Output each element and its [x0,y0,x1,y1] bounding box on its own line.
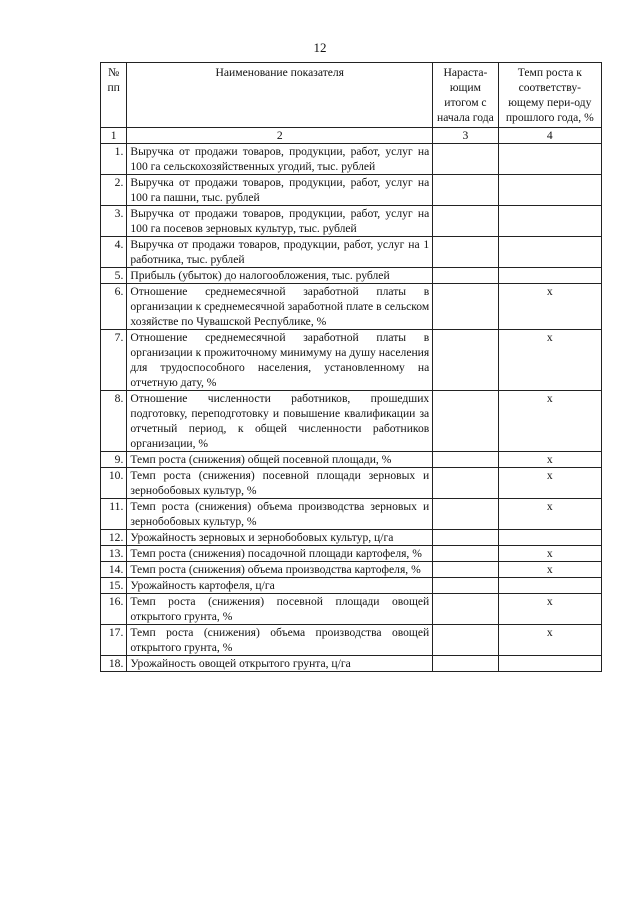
row-indicator-name: Отношение среднемесячной заработной платы в организации к среднемесячной заработной плате в сельском хозяйстве по Чувашской Республике, % [127,284,433,330]
row-indicator-name: Выручка от продажи товаров, продукции, работ, услуг на 100 га пашни, тыс. рублей [127,175,433,206]
row-growth-rate-value: х [498,594,601,625]
row-indicator-name: Темп роста (снижения) объема производства картофеля, % [127,562,433,578]
row-cumulative-value [433,144,498,175]
row-indicator-name: Выручка от продажи товаров, продукции, работ, услуг на 100 га посевов зерновых культур, тыс. рублей [127,206,433,237]
table-row [101,578,602,594]
table-row [101,594,602,625]
table-row [101,391,602,452]
row-number: 17. [101,625,127,656]
table-row [101,452,602,468]
row-number: 7. [101,330,127,391]
row-number: 4. [101,237,127,268]
row-indicator-name: Урожайность зерновых и зернобобовых культур, ц/га [127,530,433,546]
table-row [101,530,602,546]
row-number: 8. [101,391,127,452]
table-row [101,268,602,284]
row-number: 14. [101,562,127,578]
row-indicator-name: Урожайность картофеля, ц/га [127,578,433,594]
row-growth-rate-value: х [498,468,601,499]
page-number: 12 [313,40,327,55]
table-row [101,562,602,578]
row-growth-rate-value: х [498,284,601,330]
row-cumulative-value [433,625,498,656]
row-growth-rate-value [498,237,601,268]
row-growth-rate-value [498,175,601,206]
row-indicator-name: Прибыль (убыток) до налогообложения, тыс. рублей [127,268,433,284]
table-row [101,499,602,530]
row-number: 2. [101,175,127,206]
row-indicator-name: Отношение численности работников, прошедших подготовку, переподготовку и повышение квалификации за отчетный период, к общей численности работников организации, % [127,391,433,452]
row-indicator-name: Выручка от продажи товаров, продукции, работ, услуг на 1 работника, тыс. рублей [127,237,433,268]
row-growth-rate-value: х [498,391,601,452]
header-growth-rate: Темп роста к соответству-ющему пери-оду прошлого года, % [498,63,601,128]
row-number: 12. [101,530,127,546]
row-indicator-name: Выручка от продажи товаров, продукции, работ, услуг на 100 га сельскохозяйственных угодий, тыс. рублей [127,144,433,175]
row-number: 6. [101,284,127,330]
row-cumulative-value [433,206,498,237]
table-row [101,468,602,499]
row-number: 3. [101,206,127,237]
row-growth-rate-value [498,578,601,594]
row-growth-rate-value: х [498,546,601,562]
row-number: 15. [101,578,127,594]
row-growth-rate-value: х [498,625,601,656]
table-row [101,237,602,268]
table-row [101,656,602,672]
table-row [101,625,602,656]
row-indicator-name: Темп роста (снижения) посадочной площади картофеля, % [127,546,433,562]
row-growth-rate-value [498,530,601,546]
row-cumulative-value [433,499,498,530]
table-row [101,144,602,175]
row-cumulative-value [433,562,498,578]
row-cumulative-value [433,268,498,284]
row-number: 1. [101,144,127,175]
row-indicator-name: Темп роста (снижения) посевной площади овощей открытого грунта, % [127,594,433,625]
row-indicator-name: Урожайность овощей открытого грунта, ц/га [127,656,433,672]
table-row [101,175,602,206]
row-indicator-name: Темп роста (снижения) объема производства овощей открытого грунта, % [127,625,433,656]
row-growth-rate-value: х [498,562,601,578]
row-cumulative-value [433,391,498,452]
row-cumulative-value [433,530,498,546]
table-row [101,206,602,237]
row-number: 11. [101,499,127,530]
row-growth-rate-value [498,144,601,175]
header-indicator-name: Наименование показателя [127,63,433,128]
row-cumulative-value [433,452,498,468]
row-cumulative-value [433,284,498,330]
row-number: 9. [101,452,127,468]
column-number: 2 [127,128,433,144]
column-numbers-row [101,128,602,144]
row-number: 16. [101,594,127,625]
row-indicator-name: Отношение среднемесячной заработной платы в организации к прожиточному минимуму на душу населения для трудоспособного населения, установленному на отчетную дату, % [127,330,433,391]
row-growth-rate-value: х [498,330,601,391]
row-growth-rate-value: х [498,452,601,468]
row-growth-rate-value: х [498,499,601,530]
table-row [101,284,602,330]
row-cumulative-value [433,468,498,499]
row-number: 18. [101,656,127,672]
header-cumulative: Нараста-ющим итогом с начала года [433,63,498,128]
row-cumulative-value [433,594,498,625]
column-number: 4 [498,128,601,144]
row-growth-rate-value [498,206,601,237]
column-number: 3 [433,128,498,144]
row-indicator-name: Темп роста (снижения) общей посевной площади, % [127,452,433,468]
row-cumulative-value [433,175,498,206]
row-cumulative-value [433,578,498,594]
row-cumulative-value [433,656,498,672]
row-number: 13. [101,546,127,562]
row-growth-rate-value [498,268,601,284]
row-indicator-name: Темп роста (снижения) объема производства зерновых и зернобобовых культур, % [127,499,433,530]
table-row [101,330,602,391]
table-header-row [101,63,602,128]
row-growth-rate-value [498,656,601,672]
row-cumulative-value [433,237,498,268]
header-number: № пп [101,63,127,128]
table-row [101,546,602,562]
row-indicator-name: Темп роста (снижения) посевной площади зерновых и зернобобовых культур, % [127,468,433,499]
row-cumulative-value [433,546,498,562]
column-number: 1 [101,128,127,144]
row-cumulative-value [433,330,498,391]
indicators-table [100,62,602,672]
row-number: 10. [101,468,127,499]
row-number: 5. [101,268,127,284]
